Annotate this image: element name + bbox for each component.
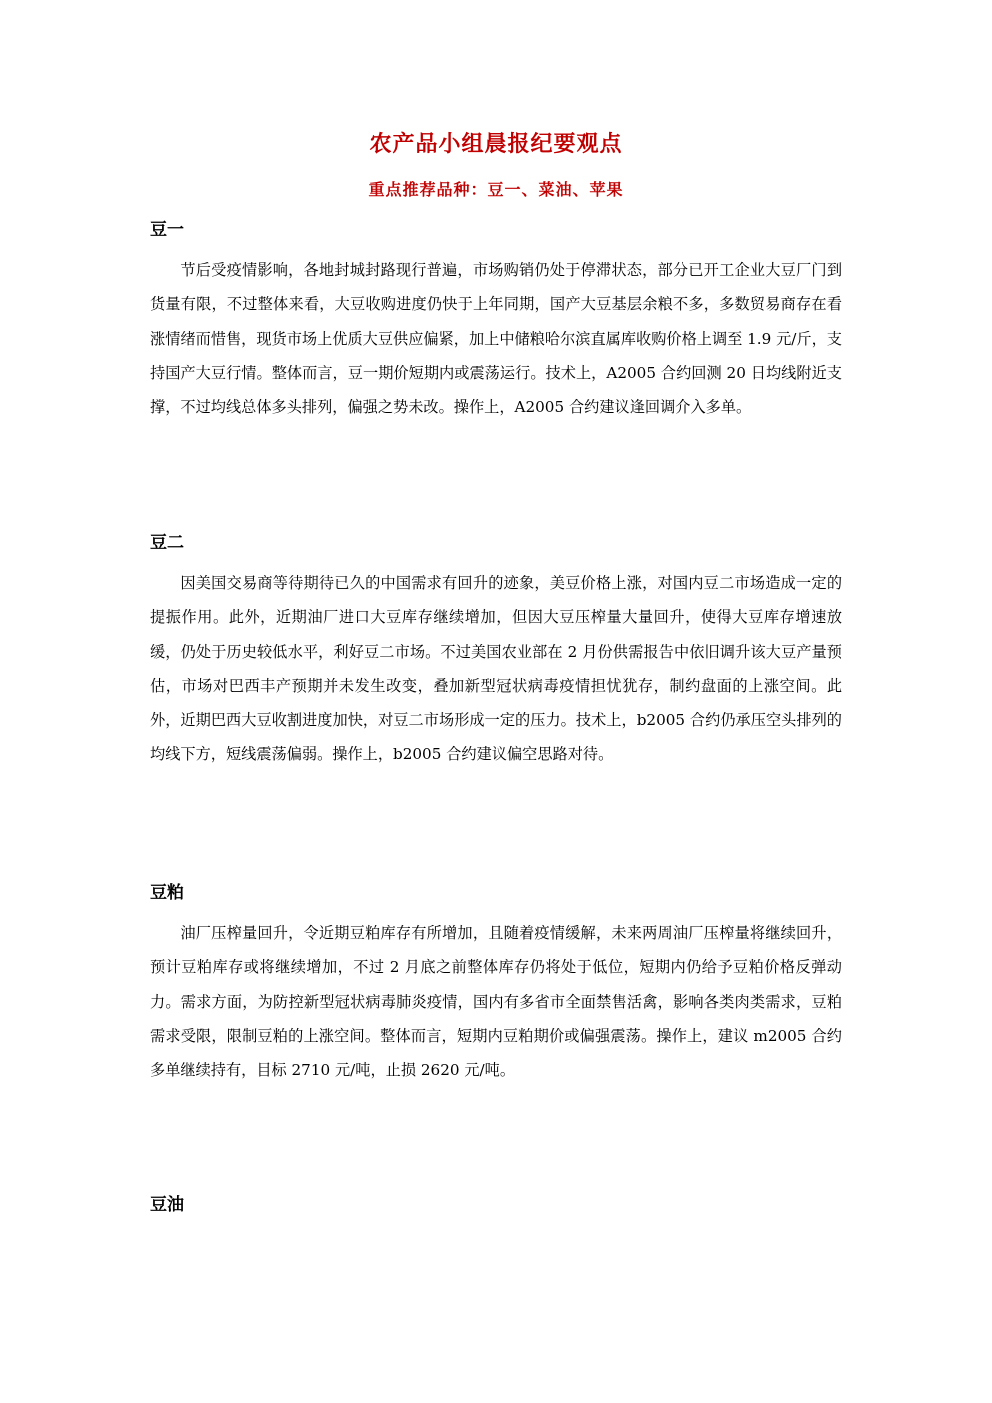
section-body-soybean-meal: 油厂压榨量回升，令近期豆粕库存有所增加，且随着疫情缓解，未来两周油厂压榨量将继续回升，预计豆粕库存或将继续增加，不过 2 月底之前整体库存仍将处于低位，短期内仍给予豆粕价格反弹动力。需求方面，为防控新型冠状病毒肺炎疫情，国内有多省市全面禁售活禽，影响各类肉类需求，豆粕需求受限，限制豆粕的上涨空间。整体而言，短期内豆粕期价或偏强震荡。操作上，建议 m2005 合约多单继续持有，目标 2710 元/吨，止损 2620 元/吨。 <box>150 924 842 1080</box>
section-body-soybean-2: 因美国交易商等待期待已久的中国需求有回升的迹象，美豆价格上涨，对国内豆二市场造成一定的提振作用。此外，近期油厂进口大豆库存继续增加，但因大豆压榨量大量回升，使得大豆库存增速放缓，仍处于历史较低水平，利好豆二市场。不过美国农业部在 2 月份供需报告中依旧调升该大豆产量预估，市场对巴西丰产预期并未发生改变，叠加新型冠状病毒疫情担忧犹存，制约盘面的上涨空间。此外，近期巴西大豆收割进度加快，对豆二市场形成一定的压力。技术上，b2005 合约仍承压空头排列的均线下方，短线震荡偏弱。操作上，b2005 合约建议偏空思路对待。 <box>150 574 842 764</box>
section-heading-soybean-1: 豆一 <box>150 220 184 240</box>
section-heading-soybean-meal: 豆粕 <box>150 883 184 903</box>
section-heading-soybean-2: 豆二 <box>150 533 184 553</box>
document-title: 农产品小组晨报纪要观点 <box>369 132 623 157</box>
section-heading-soybean-oil: 豆油 <box>150 1195 184 1215</box>
document-subtitle: 重点推荐品种：豆一、菜油、苹果 <box>368 180 624 199</box>
section-body-soybean-1: 节后受疫情影响，各地封城封路现行普遍，市场购销仍处于停滞状态，部分已开工企业大豆厂门到货量有限，不过整体来看，大豆收购进度仍快于上年同期，国产大豆基层余粮不多，多数贸易商存在看涨情绪而惜售，现货市场上优质大豆供应偏紧，加上中储粮哈尔滨直属库收购价格上调至 1.9 元/斤，支持国产大豆行情。整体而言，豆一期价短期内或震荡运行。技术上，A2005 合约回测 20 日均线附近支撑，不过均线总体多头排列，偏强之势未改。操作上，A2005 合约建议逢回调介入多单。 <box>150 261 842 417</box>
